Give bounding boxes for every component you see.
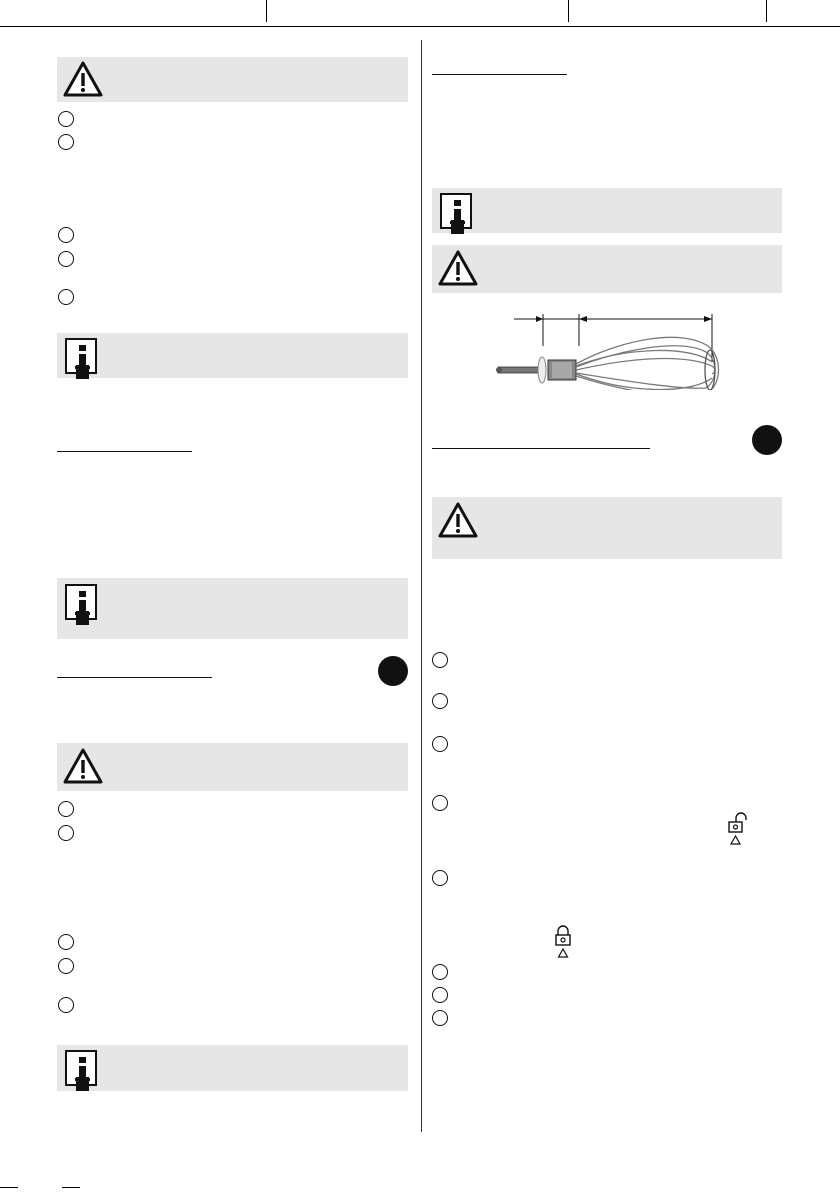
step-circle-icon	[58, 825, 74, 841]
crop-marks-bottom	[0, 1180, 840, 1192]
crop-marks-top	[0, 0, 840, 26]
section-heading-rule	[432, 74, 567, 75]
info-box	[57, 333, 408, 378]
info-icon	[65, 338, 97, 374]
step-circle-icon	[432, 795, 448, 811]
step-circle-icon	[58, 111, 74, 127]
step-circle-icon	[58, 227, 74, 243]
figure-badge-icon	[752, 425, 782, 455]
warning-box	[57, 743, 408, 791]
crop-mark	[0, 1187, 18, 1188]
info-box	[57, 578, 408, 639]
section-heading-rule	[57, 677, 212, 678]
step-circle-icon	[58, 801, 74, 817]
padlock-closed-icon	[553, 925, 573, 959]
step-circle-icon	[58, 134, 74, 150]
section-heading-rule	[57, 451, 192, 452]
crop-mark	[266, 0, 267, 22]
step-circle-icon	[58, 289, 74, 305]
crop-rule	[0, 26, 840, 27]
warning-box	[57, 57, 408, 102]
step-circle-icon	[58, 934, 74, 950]
info-icon	[440, 193, 472, 229]
step-circle-icon	[432, 964, 448, 980]
crop-mark	[568, 0, 569, 22]
warning-box	[432, 497, 782, 559]
info-icon	[65, 1050, 97, 1086]
whisk-attachment-illustration	[490, 306, 730, 390]
info-box	[432, 188, 782, 233]
step-circle-icon	[432, 693, 448, 709]
info-icon	[65, 584, 97, 620]
crop-mark	[62, 1187, 80, 1188]
warning-triangle-icon	[438, 250, 478, 286]
step-circle-icon	[432, 987, 448, 1003]
step-circle-icon	[432, 1010, 448, 1026]
step-circle-icon	[432, 870, 448, 886]
step-circle-icon	[432, 736, 448, 752]
info-box	[57, 1045, 408, 1091]
warning-triangle-icon	[63, 748, 103, 784]
warning-box	[432, 245, 782, 293]
figure-badge-icon	[378, 656, 408, 686]
warning-triangle-icon	[438, 502, 478, 538]
step-circle-icon	[58, 958, 74, 974]
warning-triangle-icon	[63, 61, 103, 97]
padlock-open-icon	[727, 812, 747, 846]
crop-mark	[766, 0, 767, 22]
step-circle-icon	[58, 997, 74, 1013]
column-divider	[421, 40, 422, 1132]
step-circle-icon	[432, 652, 448, 668]
step-circle-icon	[58, 251, 74, 267]
section-heading-rule	[432, 448, 650, 449]
